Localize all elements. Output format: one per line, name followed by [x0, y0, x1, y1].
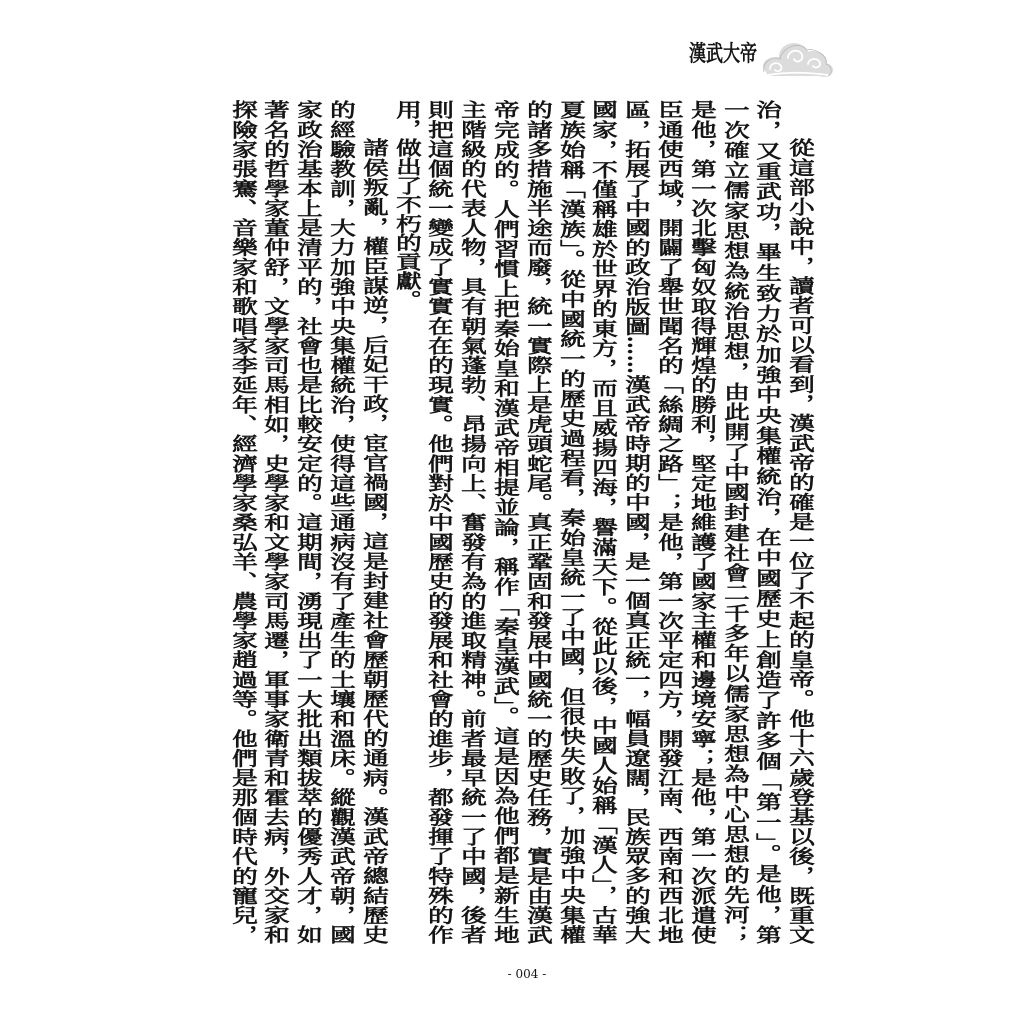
text-column: 夏族始稱「漢族」。從中國統一的歷史過程看，秦始皇統一了中國，但很快失敗了，加強中央集權 [555, 100, 586, 944]
text-column: 治，又重武功，畢生致力於加強中央集權統治，在中國歷史上創造了許多個「第一」。是他，第 [752, 100, 783, 944]
text-column: 國家，不僅稱雄於世界的東方，而且威揚四海，譽滿天下。從此以後，中國人始稱「漢人」，古華 [588, 100, 619, 944]
text-column: 臣通使西域，開闢了舉世聞名的「絲綢之路」；是他，第一次平定四方，開發江南、西南和西北地 [654, 100, 684, 944]
paragraph [226, 100, 390, 944]
text-column: 則把這個統一變成了實實在在的現實。他們對於中國歷史的發展和社會的進步，都發揮了特殊的作 [424, 100, 455, 944]
text-column: 的諸多措施半途而廢，統一實際上是虎頭蛇尾。真正鞏固和發展中國統一的歷史任務，實是由漢武 [522, 100, 553, 944]
text-column: 諸侯叛亂，權臣謀逆，后妃干政，宦官禍國，這是封建社會歷朝歷代的通病。漢武帝總結歷史 [358, 138, 389, 944]
text-column: 家政治基本上是清平的，社會也是比較安定的。這期間，湧現出了一大批出類拔萃的優秀人才，如 [293, 100, 324, 944]
cloud-ornament-icon [758, 36, 834, 80]
text-column: 的經驗教訓，大力加強中央集權統治，使得這些通病沒有了產生的土壤和溫床。縱觀漢武帝朝，國 [326, 100, 356, 944]
page-number: - 004 - [507, 967, 547, 981]
text-column: 主階級的代表人物，具有朝氣蓬勃、昂揚向上、奮發有為的進取精神。前者最早統一了中國，後者 [457, 100, 488, 944]
running-header [686, 34, 836, 82]
book-title: 漢武大帝 [689, 41, 757, 68]
text-column: 一次確立儒家思想為統治思想，由此開了中國封建社會二千多年以儒家思想為中心思想的先河； [719, 100, 750, 944]
text-column: 從這部小說中，讀者可以看到，漢武帝的確是一位了不起的皇帝。他十六歲登基以後，既重文 [785, 138, 815, 944]
text-column: 是他，第一次北擊匈奴取得輝煌的勝利，堅定地維護了國家主權和邊境安寧；是他，第一次派遣使 [686, 100, 717, 944]
text-column: 區，拓展了中國的政治版圖……漢武帝時期的中國，是一個真正統一，幅員遼闊，民族眾多的強大 [621, 100, 652, 944]
paragraph [390, 100, 816, 944]
text-column: 探險家張騫、音樂家和歌唱家李延年、經濟學家桑弘羊、農學家趙過等。他們是那個時代的寵兒， [227, 100, 258, 944]
text-column: 用，做出了不朽的貢獻。 [391, 100, 422, 309]
text-column: 帝完成的。人們習慣上把秦始皇和漢武帝相提並論，稱作「秦皇漢武」。這是因為他們都是新生地 [490, 100, 520, 944]
body-text [224, 100, 816, 944]
text-column: 著名的哲學家董仲舒，文學家司馬相如，史學家和文學家司馬遷，軍事家衛青和霍去病，外交家和 [260, 100, 291, 944]
